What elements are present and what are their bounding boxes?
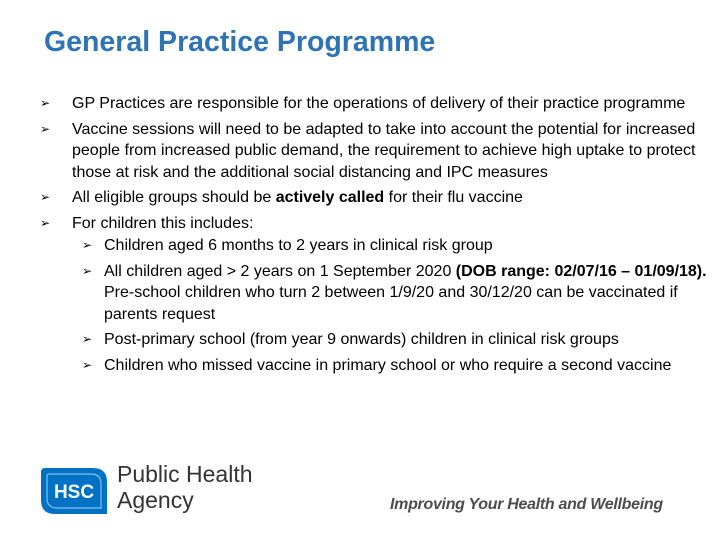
arrow-bullet-icon: ➢: [40, 215, 51, 230]
slide-title: General Practice Programme: [44, 26, 436, 58]
sub-bullet-text: Post-primary school (from year 9 onwards) children in clinical risk groups: [104, 331, 619, 348]
sub-bullet-item: [72, 235, 710, 257]
bullet-text: GP Practices are responsible for the operations of delivery of their practice programme: [72, 95, 686, 112]
bullet-item: [40, 213, 710, 377]
sub-bullet-list: [72, 235, 710, 376]
arrow-bullet-icon: ➢: [82, 332, 93, 346]
sub-bullet-text-before: All children aged > 2 years on 1 September 2020: [104, 262, 456, 280]
arrow-bullet-icon: ➢: [82, 263, 93, 278]
agency-name-line2: Agency: [117, 487, 194, 513]
agency-name: [117, 461, 253, 513]
bullet-list: [40, 93, 710, 380]
sub-bullet-item: [72, 261, 710, 326]
footer: [0, 455, 720, 540]
bullet-text-after: for their flu vaccine: [384, 189, 523, 206]
tagline: Improving Your Health and Wellbeing: [390, 496, 663, 513]
arrow-bullet-icon: ➢: [40, 190, 51, 204]
bullet-text: Vaccine sessions will need to be adapted to take into account the potential for increased people from increased public demand, the requirement to achieve high uptake to protect those at risk and the additional social distancing and IPC measures: [72, 120, 696, 181]
bullet-item: [40, 187, 710, 209]
bullet-text-bold: actively called: [275, 189, 385, 206]
bullet-item: [40, 93, 710, 115]
sub-bullet-text-bold: (DOB range: 02/07/16 – 01/09/18).: [455, 262, 707, 280]
bullet-item: [40, 119, 710, 184]
agency-name-line1: Public Health: [117, 461, 253, 487]
bullet-text: For children this includes:: [72, 214, 254, 232]
arrow-bullet-icon: ➢: [82, 238, 93, 252]
hsc-logo-text: HSC: [53, 482, 95, 503]
arrow-bullet-icon: ➢: [40, 96, 51, 110]
sub-bullet-text-after: Pre-school children who turn 2 between 1/9/20 and 30/12/20 can be vaccinated if parents request: [104, 284, 678, 323]
sub-bullet-item: [72, 355, 710, 377]
sub-bullet-item: [72, 329, 710, 351]
hsc-logo: [39, 466, 109, 516]
sub-bullet-text: Children aged 6 months to 2 years in clinical risk group: [104, 237, 493, 254]
sub-bullet-text: Children who missed vaccine in primary school or who require a second vaccine: [104, 356, 672, 374]
bullet-text-before: All eligible groups should be: [72, 189, 276, 206]
arrow-bullet-icon: ➢: [40, 121, 51, 136]
arrow-bullet-icon: ➢: [82, 357, 93, 372]
